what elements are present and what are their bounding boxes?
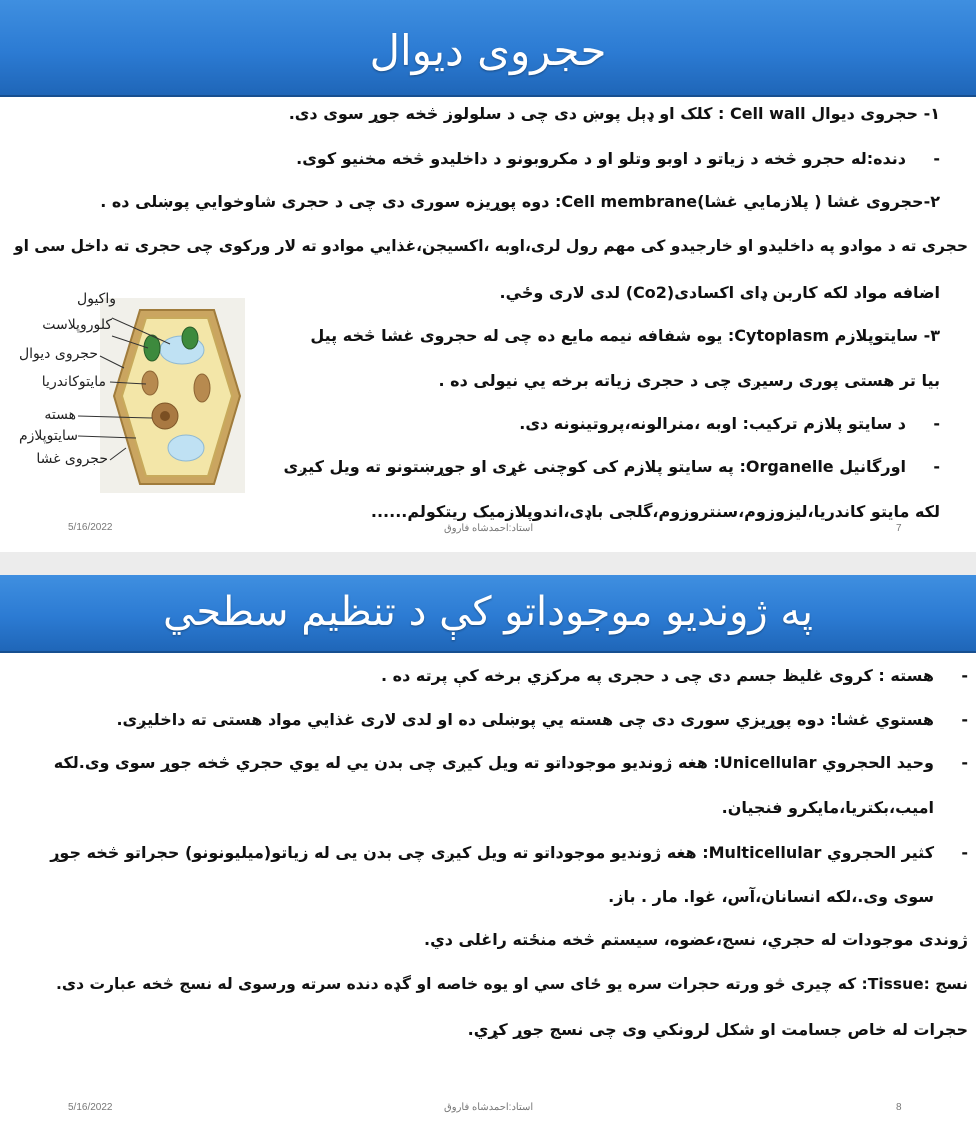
label-mitochondria: مایتوکاندریا xyxy=(41,374,106,390)
footer-author: استاد:احمدشاه فاروق xyxy=(444,523,534,534)
slide-title: په ژوندیو موجوداتو کې د تنظیم سطحي xyxy=(162,589,814,635)
text-line: اورگانیل Organelle: په سایتو پلازم کی کوچنی غړی او جوړښتونو ته ویل کیږی xyxy=(283,457,906,476)
bullet-dash: - xyxy=(961,753,968,772)
footer-author: استاد:احمدشاه فاروق xyxy=(444,1102,534,1113)
text-line: بیا تر هستی پوری رسیږی چی د حجری زیاته برخه یي نیولی ده . xyxy=(438,371,940,390)
footer-page-number: 8 xyxy=(896,1102,902,1113)
label-cell-wall: حجروی دیوال xyxy=(18,346,98,362)
bullet-dash: - xyxy=(933,414,940,433)
label-cytoplasm: سایتوپلازم xyxy=(18,428,78,444)
bullet-dash: - xyxy=(933,149,940,168)
slide-7 xyxy=(0,0,976,552)
text-line: وحید الحجروي Unicellular: هغه ژوندیو موجوداتو ته ویل کیږی چی بدن یي له یوي حجري څخه جوړ سوی وی.لکه xyxy=(53,753,934,772)
text-line: نسج :Tissue: که چیری څو ورته حجرات سره یو ځای سي او یوه خاصه او گډه دنده سرته ورسوی له نسج څخه عبارت دی. xyxy=(56,975,968,993)
text-line: هسته : کروی غلیظ جسم دی چی د حجری په مرکزي برخه کې پرته ده . xyxy=(381,666,934,685)
text-line: ۱- حجروی دیوال Cell wall : کلک او ډېل پوښ دی چی د سلولوز څخه جوړ سوی دی. xyxy=(288,104,940,123)
footer-page-number: 7 xyxy=(896,523,902,534)
label-cell-membrane: حجروی غشا xyxy=(36,451,108,467)
bullet-dash: - xyxy=(933,457,940,476)
slide-8 xyxy=(0,575,976,1128)
text-line: ۳- سایتوپلازم Cytoplasm: یوه شفافه نیمه مایع ده چی له حجروی غشا څخه پیل xyxy=(310,326,940,345)
text-line: هستوي غشا: دوه پوړیزي سوری دی چی هسته یي پوښلی ده او لدی لاری غذايي مواد هستی ته داخلیږی. xyxy=(116,710,934,729)
footer-date: 5/16/2022 xyxy=(68,1102,113,1113)
text-line: ۲-حجروی غشا ( پلازمايي غشا)Cell membrane: دوه پوړیزه سوری دی چی د حجری شاوخوايي پوښلی ده . xyxy=(100,192,940,211)
text-line: حجرات له خاص جسامت او شکل لرونکي وی چی نسج جوړ کړي. xyxy=(467,1020,968,1039)
text-line: کثیر الحجروي Multicellular: هغه ژوندیو موجوداتو ته ویل کیږی چی بدن یی له زیاتو(میلیونونو) حجراتو څخه جوړ xyxy=(50,843,934,862)
text-line: امیب،بکتریا،مایکرو فنجیان. xyxy=(721,798,934,817)
slide-title: حجروی دیوال xyxy=(369,26,607,75)
footer-date: 5/16/2022 xyxy=(68,522,113,533)
label-nucleus: هسته xyxy=(44,407,76,423)
text-line: لکه مایتو کاندریا،لیزوزوم،سنتروزوم،گلجی باډی،اندوپلازمیک ریتکولم...... xyxy=(370,502,940,521)
slide-separator xyxy=(0,552,976,575)
label-vacuole: واکیول xyxy=(77,291,116,307)
text-line: حجری ته د موادو په داخلیدو او خارجیدو کی مهم رول لری،اوبه ،اکسیجن،غذايي موادو ته لار ورکوی چی حجری ته داخل سی او xyxy=(13,237,968,255)
bullet-dash: - xyxy=(961,666,968,685)
text-line: سوی وی.،لکه انسانان،آس، غوا. مار . باز. xyxy=(608,887,934,906)
label-chloroplast: کلوروپلاست xyxy=(42,317,112,333)
bullet-dash: - xyxy=(961,843,968,862)
text-line: ژوندی موجودات له حجري، نسج،عضوه، سیستم څخه منځته راغلی دي. xyxy=(424,930,968,949)
bullet-dash: - xyxy=(961,710,968,729)
text-line: د سایتو پلازم ترکیب: اوبه ،منرالونه،پروتینونه دی. xyxy=(519,414,906,433)
text-line: دنده:له حجرو څخه د زیاتو د اوبو وتلو او د مکروبونو د داخلیدو څخه مخنیو کوی. xyxy=(296,149,906,168)
text-line: اضافه مواد لکه کاربن ډای اکسادی(Co2) لدی لاری وځي. xyxy=(499,283,940,302)
